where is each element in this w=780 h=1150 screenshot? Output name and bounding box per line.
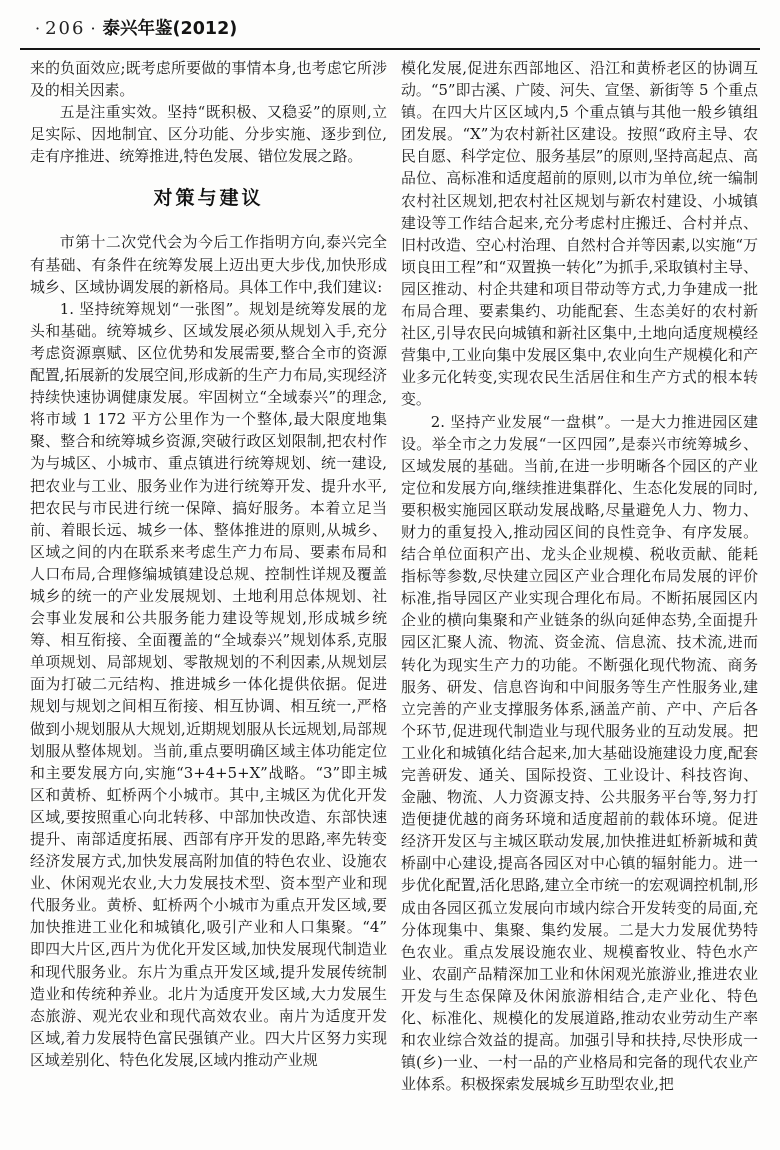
header-dot-icon: · [90,19,96,38]
page-number: 206 [45,18,86,39]
header-dot-icon: · [35,19,41,38]
paragraph: 模化发展,促进东西部地区、沿江和黄桥老区的协调互动。“5”即古溪、广陵、河失、宣堡、新街等 5 个重点镇。在四大片区区域内,5 个重点镇与其他一般乡镇组团发展。“X”为农村新社区建设。按照“政府主导、农民自愿、科学定位、服务基层”的原则,坚持高起点、高品位、高标准和适度超前的原则,以市为单位,统一编制农村社区规划,把农村社区规划与新农村建设、小城镇建设等工作结合起来,充分考虑村庄搬迁、合村并点、旧村改造、空心村治理、自然村合并等因素,以实施“万顷良田工程”和“双置换一转化”为抓手,采取镇村主导、园区推动、村企共建和项目带动等方式,力争建成一批布局合理、要素集约、功能配套、生态美好的农村新社区,引导农民向城镇和新社区集中,土地向适度规模经营集中,工业向集中发展区集中,农业向生产规模化和产业多元化转变,实现农民生活居住和生产方式的根本转变。 [401,59,758,409]
right-column [401,57,758,1137]
paragraph: 2. 坚持产业发展“一盘棋”。一是大力推进园区建设。举全市之力发展“一区四园”,是泰兴市统筹城乡、区域发展的基础。当前,在进一步明晰各个园区的产业定位和发展方向,继续推进集群化、生态化发展的同时,要积极实施园区联动发展战略,尽量避免人力、物力、财力的重复投入,推动园区间的良性竞争、有序发展。结合单位面积产出、龙头企业规模、税收贡献、能耗指标等参数,尽快建立园区产业合理化布局发展的评价标准,指导园区产业实现合理化布局。不断拓展园区内企业的横向集聚和产业链条的纵向延伸态势,全面提升园区汇聚人流、物流、资金流、信息流、技术流,进而转化为现实生产力的功能。不断强化现代物流、商务服务、研发、信息咨询和中间服务等生产性服务业,建立完善的产业支撑服务体系,涵盖产前、产中、产后各个环节,促进现代制造业与现代服务业的互动发展。把工业化和城镇化结合起来,加大基础设施建设力度,配套完善研发、通关、国际投资、工业设计、科技咨询、金融、物流、人力资源支持、公共服务平台等,努力打造便捷优越的商务环境和适度超前的载体环境。促进经济开发区与主城区联动发展,加快推进虹桥新城和黄桥副中心建设,提高各园区对中心镇的辐射能力。进一步优化配置,活化思路,建立全市统一的宏观调控机制,形成由各园区孤立发展向市域内综合开发转变的局面,充分体现集中、集聚、集约发展。二是大力发展优势特色农业。重点发展设施农业、规模畜牧业、特色水产业、农副产品精深加工业和休闲观光旅游业,推进农业开发与生态保障及休闲旅游相结合,走产业化、特色化、标准化、规模化的发展道路,推动农业劳动生产率和农业综合效益的提高。加强引导和扶持,尽快形成一镇(乡)一业、一村一品的产业格局和完备的现代农业产业体系。积极探索发展城乡互助型农业,把 [401,412,758,1094]
paragraph: 来的负面效应;既考虑所要做的事情本身,也考虑它所涉及的相关因素。 [30,59,387,100]
section-heading: 对策与建议 [153,187,264,210]
header-rule [20,48,760,50]
book-title: 泰兴年鉴(2012) [102,19,238,39]
content-columns [30,57,758,1137]
paragraph: 市第十二次党代会为今后工作指明方向,泰兴完全有基础、有条件在统筹发展上迈出更大步伐,加快形成城乡、区域协调发展的新格局。具体工作中,我们建议: [30,233,387,296]
page-header [30,15,760,40]
left-column [30,57,387,1137]
paragraph: 五是注重实效。坚持“既积极、又稳妥”的原则,立足实际、因地制宜、区分功能、分步实施、逐步到位,走有序推进、统筹推进,特色发展、错位发展之路。 [30,103,387,166]
paragraph: 1. 坚持统筹规划“一张图”。规划是统筹发展的龙头和基础。统筹城乡、区域发展必须从规划入手,充分考虑资源禀赋、区位优势和发展需要,整合全市的资源配置,拓展新的发展空间,形成新的生产力布局,实现经济持续快速协调健康发展。牢固树立“全域泰兴”的理念,将市域 1 172 平方公里作为一个整体,最大限度地集聚、整合和统筹城乡资源,突破行政区划限制,把农村作为与城区、小城市、重点镇进行统筹规划、统一建设,把农业与工业、服务业作为进行统筹开发、提升水平,把农民与市民进行统一保障、搞好服务。本着立足当前、着眼长远、城乡一体、整体推进的原则,从城乡、区域之间的内在联系来考虑生产力布局、要素布局和人口布局,合理修编城镇建设总规、控制性详规及覆盖城乡的统一的产业发展规划、土地利用总体规划、社会事业发展和公共服务能力建设等规划,形成城乡统筹、相互衔接、全面覆盖的“全域泰兴”规划体系,克服单项规划、局部规划、零散规划的不利因素,从规划层面为打破二元结构、推进城乡一体化提供依据。促进规划与规划之间相互衔接、相互协调、相互统一,严格做到小规划服从大规划,近期规划服从长远规划,局部规划服从整体规划。当前,重点要明确区域主体功能定位和主要发展方向,实施“3+4+5+X”战略。“3”即主城区和黄桥、虹桥两个小城市。其中,主城区为优化开发区域,要按照重心向北转移、中部加快改造、东部快速提升、南部适度拓展、西部有序开发的思路,率先转变经济发展方式,加快发展高附加值的特色农业、设施农业、休闲观光农业,大力发展技术型、资本型产业和现代服务业。黄桥、虹桥两个小城市为重点开发区域,要加快推进工业化和城镇化,吸引产业和人口集聚。“4”即四大片区,西片为优化开发区域,加快发展现代制造业和现代服务业。东片为重点开发区域,提升发展传统制造业和传统种养业。北片为适度开发区域,大力发展生态旅游、观光农业和现代高效农业。南片为适度开发区域,着力发展特色富民强镇产业。四大片区努力实现区域差别化、特色化发展,区域内推动产业规 [30,299,387,1069]
